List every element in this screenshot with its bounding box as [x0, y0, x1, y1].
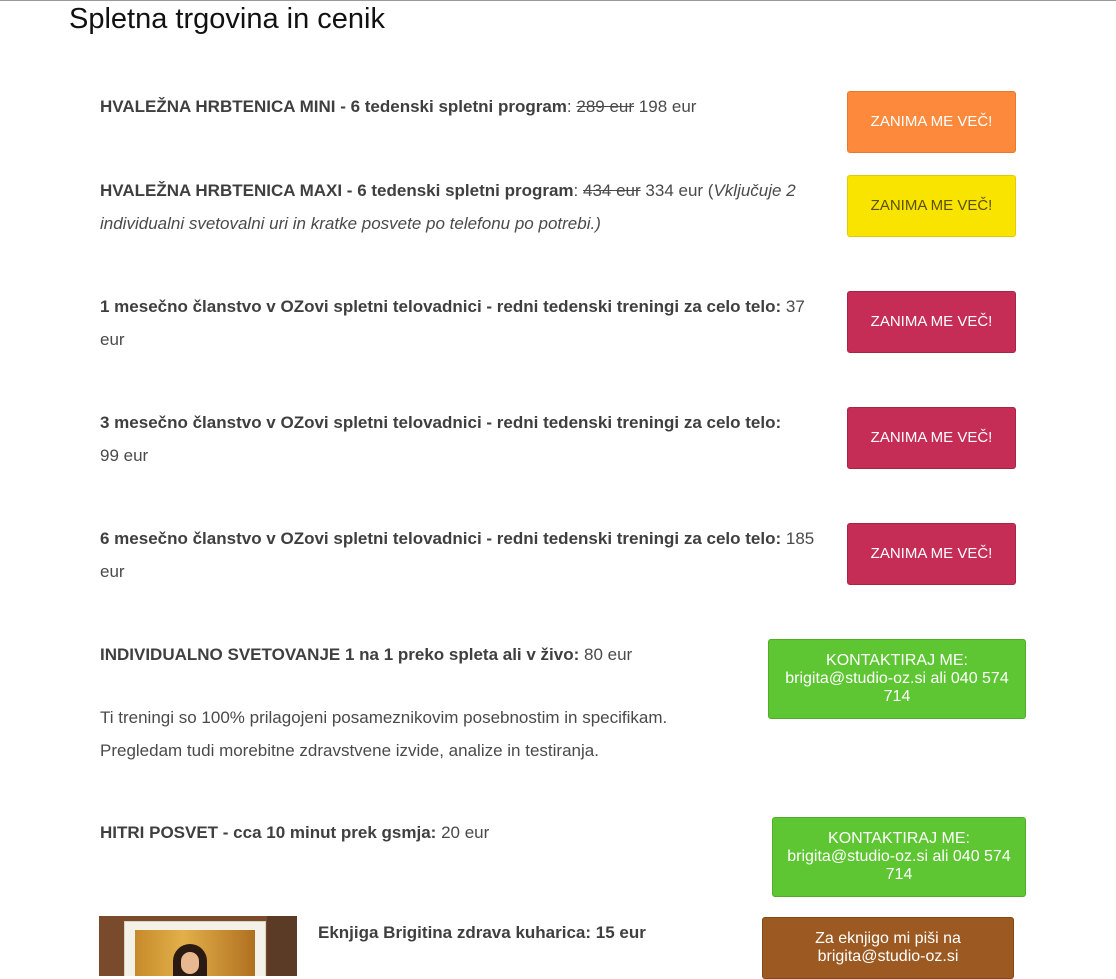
product-name: 6 mesečno članstvo v OZovi spletni telovadnici - redni tedenski treningi za celo telo: [100, 529, 782, 548]
ebook-name: Eknjiga Brigitina zdrava kuharica: 15 eur [318, 923, 646, 942]
product-row-maxi: HVALEŽNA HRBTENICA MAXI - 6 tedenski spletni program: 434 eur 334 eur (Vključuje 2 individualni svetovalni uri in kratke posvete po telefonu po potrebi.) [100, 181, 796, 233]
price: 20 eur [441, 823, 490, 842]
service-description-1: Ti treningi so 100% prilagojeni posameznikovim posebnostim in specifikam. [100, 708, 668, 727]
old-price: 289 eur [576, 97, 635, 116]
product-name: HVALEŽNA HRBTENICA MINI - 6 tedenski spletni program [100, 97, 567, 116]
price: 185 eur [100, 529, 815, 581]
product-name: 3 mesečno članstvo v OZovi spletni telovadnici - redni tedenski treningi za celo telo: [100, 413, 782, 432]
service-row-quick [100, 816, 760, 849]
zanima-me-button-3-month[interactable]: ZANIMA ME VEČ! [847, 407, 1016, 469]
page-title: Spletna trgovina in cenik [69, 3, 385, 35]
service-row-individual [100, 638, 760, 671]
price: 334 eur ( [645, 181, 714, 200]
zanima-me-button-mini[interactable]: ZANIMA ME VEČ! [847, 91, 1016, 153]
product-name: HVALEŽNA HRBTENICA MAXI - 6 tedenski spletni program [100, 181, 574, 200]
kontaktiraj-button-quick[interactable]: KONTAKTIRAJ ME: brigita@studio-oz.si ali 040 574 714 [772, 817, 1026, 897]
service-name: HITRI POSVET - cca 10 minut prek gsmja: [100, 823, 437, 842]
product-note: Vključuje 2 individualni svetovalni uri in kratke posvete po telefonu po potrebi.) [100, 181, 796, 233]
zanima-me-button-1-month[interactable]: ZANIMA ME VEČ! [847, 291, 1016, 353]
product-row-mini: HVALEŽNA HRBTENICA MINI - 6 tedenski spletni program: 289 eur 198 eur [100, 97, 697, 116]
price: 37 eur [100, 297, 805, 349]
product-name: 1 mesečno članstvo v OZovi spletni telovadnici - redni tedenski treningi za celo telo: [100, 297, 782, 316]
kontaktiraj-button-individual[interactable]: KONTAKTIRAJ ME: brigita@studio-oz.si ali 040 574 714 [768, 639, 1026, 719]
ebook-cover-photo [99, 916, 297, 976]
price: 99 eur [100, 446, 149, 465]
old-price: 434 eur [583, 181, 641, 200]
product-row-3-month [100, 406, 800, 472]
price: 198 eur [638, 97, 697, 116]
ebook-contact-button[interactable]: Za eknjigo mi piši na brigita@studio-oz.si [762, 917, 1014, 979]
product-row-6-month [100, 522, 830, 588]
price: 80 eur [584, 645, 633, 664]
product-row-1-month [100, 290, 830, 356]
service-description-2: Pregledam tudi morebitne zdravstvene izvide, analize in testiranja. [100, 741, 599, 760]
service-name: INDIVIDUALNO SVETOVANJE 1 na 1 preko spleta ali v živo: [100, 645, 580, 664]
zanima-me-button-6-month[interactable]: ZANIMA ME VEČ! [847, 523, 1016, 585]
zanima-me-button-maxi[interactable]: ZANIMA ME VEČ! [847, 175, 1016, 237]
ebook-row [318, 916, 738, 949]
